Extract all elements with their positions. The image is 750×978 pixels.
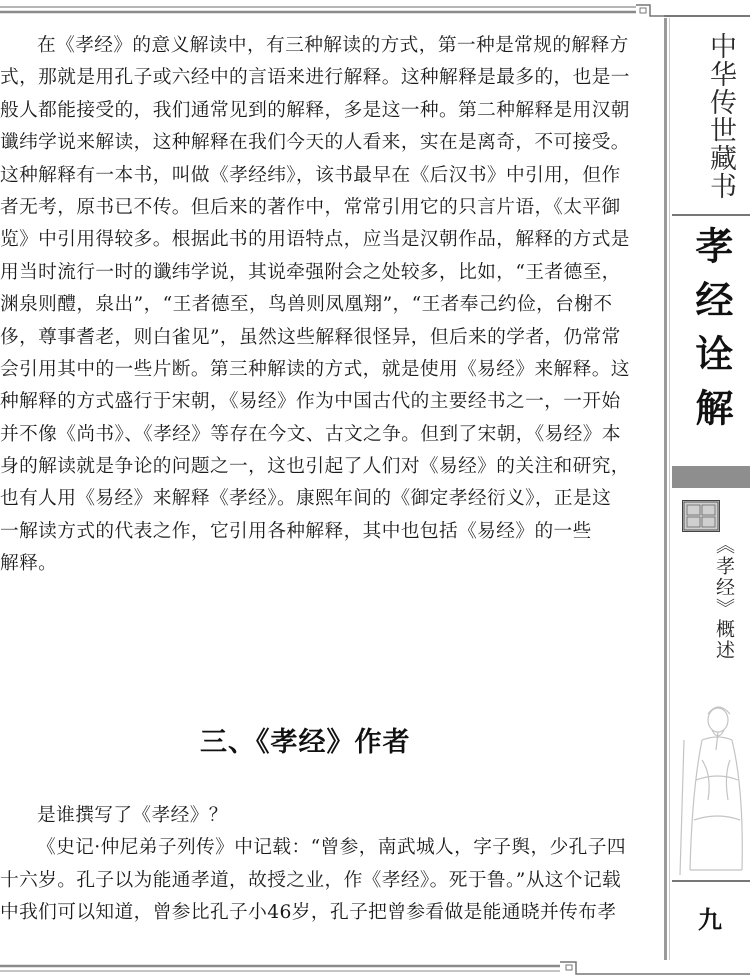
paragraph-interpretations: [0, 30, 650, 581]
section-heading: 三、《孝经》作者: [200, 727, 411, 758]
paragraph-shiji-quote: [0, 832, 650, 929]
text-line: 渊泉则醴，泉出”，“王者德至，鸟兽则凤凰翔”，“王者奉己约俭，台榭不: [0, 294, 613, 316]
text-line: 解释。: [0, 553, 58, 575]
text-line: 并不像《尚书》、《孝经》等存在今文、古文之争。但到了宋朝，《易经》本: [0, 423, 621, 445]
sidebar-divider: [672, 214, 750, 216]
text-line: 侈，尊事耆老，则白雀见”，虽然这些解释很怪异，但后来的学者，仍常常: [0, 326, 621, 348]
text-line: 览》中引用得较多。根据此书的用语特点，应当是汉朝作品，解释的方式是: [0, 229, 630, 251]
sidebar-gray-band: [672, 466, 750, 488]
text-line: 用当时流行一时的谶纬学说，其说牵强附会之处较多，比如，“王者德至，: [0, 261, 621, 283]
top-border-ornament: [0, 4, 750, 18]
body-text-block-2: [0, 800, 650, 930]
chapter-label: 《孝经》概述: [713, 535, 735, 661]
text-line: 式，那就是用孔子或六经中的言语来进行解释。这种解释是最多的，也是一: [0, 67, 630, 89]
text-line: 谶纬学说来解读，这种解释在我们今天的人看来，实在是离奇，不可接受。: [0, 132, 630, 154]
sidebar-divider: [672, 880, 750, 882]
text-line: 种解释的方式盛行于宋朝，《易经》作为中国古代的主要经书之一，一开始: [0, 391, 621, 413]
seal-icon: [683, 501, 719, 531]
text-line: 身的解读就是争论的问题之一，这也引起了人们对《易经》的关注和研究，: [0, 456, 630, 478]
text-line: 一解读方式的代表之作，它引用各种解释，其中也包括《易经》的一些: [0, 520, 592, 542]
text-line: 般人都能接受的，我们通常见到的解释，多是这一种。第二种解释是用汉朝: [0, 99, 630, 121]
confucius-illustration-icon: [672, 680, 750, 880]
sidebar-border: [664, 18, 667, 960]
text-line: 者无考，原书已不传。但后来的著作中，常常引用它的只言片语，《太平御: [0, 196, 621, 218]
text-line: 也有人用《易经》来解释《孝经》。康熙年间的《御定孝经衍义》，正是这: [0, 488, 612, 510]
text-line: 中我们可以知道，曾参比孔子小46岁，孔子把曾参看做是能通晓并传布孝: [0, 902, 617, 924]
body-text-block: [0, 30, 650, 581]
text-line: 十六岁。孔子以为能通孝道，故授之业，作《孝经》。死于鲁。”从这个记载: [0, 869, 622, 891]
seal-logo: [682, 500, 720, 532]
page-number: 九: [698, 906, 722, 934]
paragraph-question: [0, 800, 650, 832]
text-line: 《史记·仲尼弟子列传》中记载：“曾参，南武城人，字子舆，少孔子四: [37, 837, 626, 859]
text-line: 这种解释有一本书，叫做《孝经纬》，该书最早在《后汉书》中引用，但作: [0, 164, 621, 186]
sidebar-border-inner: [669, 18, 670, 960]
bottom-border-ornament: [0, 958, 750, 978]
text-line: 在《孝经》的意义解读中，有三种解读的方式，第一种是常规的解释方: [37, 35, 629, 56]
series-title: 中华传世藏书: [705, 32, 736, 200]
text-line: 是谁撰写了《孝经》？: [37, 805, 228, 826]
text-line: 会引用其中的一些片断。第三种解读的方式，就是使用《易经》来解释。这: [0, 358, 630, 380]
book-title: 孝经诠解: [689, 226, 733, 442]
